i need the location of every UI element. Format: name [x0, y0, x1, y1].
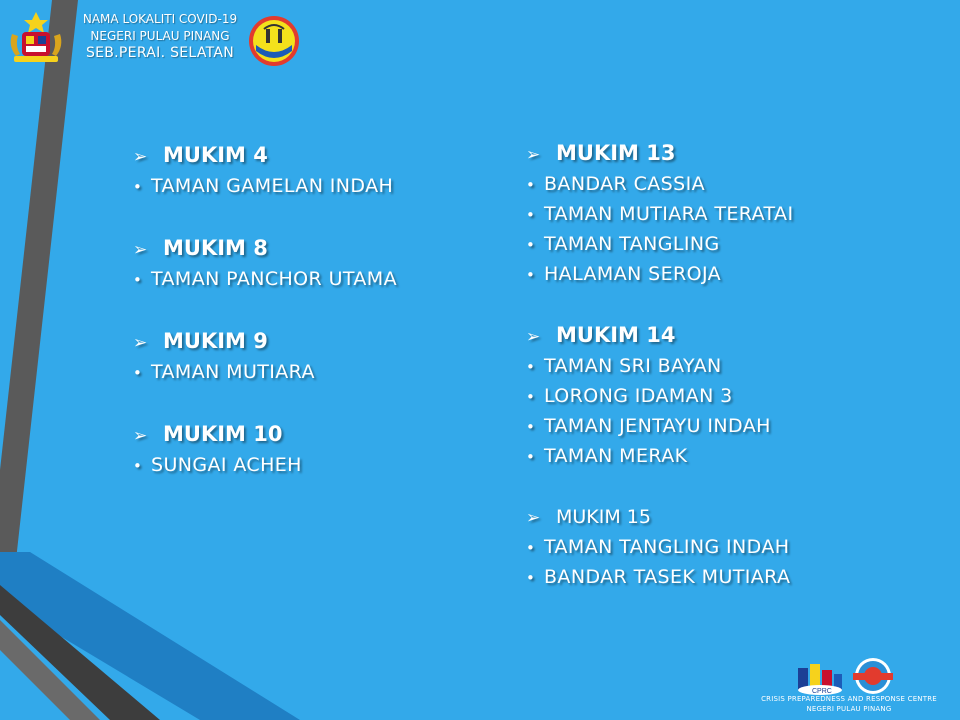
right-column: [526, 138, 793, 593]
footer-logos: [794, 656, 895, 696]
arrow-bullet-icon: ➢: [133, 240, 148, 260]
bullet-dot-icon: •: [526, 569, 536, 587]
locality-item: [526, 563, 793, 593]
bullet-dot-icon: •: [526, 266, 536, 284]
arrow-bullet-icon: ➢: [133, 426, 148, 446]
arrow-bullet-icon: ➢: [133, 333, 148, 353]
mukim-heading-text: MUKIM 9: [163, 329, 268, 353]
header-line-1: NAMA LOKALITI COVID-19: [82, 12, 238, 26]
locality-name: TAMAN JENTAYU INDAH: [544, 415, 771, 437]
locality-list: [133, 172, 397, 202]
locality-item: [133, 451, 397, 481]
bullet-dot-icon: •: [526, 418, 536, 436]
mukim-heading-text: MUKIM 10: [163, 422, 283, 446]
bullet-dot-icon: •: [526, 236, 536, 254]
locality-item: [526, 170, 793, 200]
header-line-2: NEGERI PULAU PINANG: [90, 29, 230, 43]
bullet-dot-icon: •: [133, 178, 143, 196]
locality-list: [526, 170, 793, 290]
locality-name: BANDAR TASEK MUTIARA: [544, 566, 791, 588]
mukim-group: [526, 320, 793, 472]
locality-list: [526, 533, 793, 593]
bullet-dot-icon: •: [526, 176, 536, 194]
locality-item: [133, 265, 397, 295]
mukim-heading: [133, 140, 397, 172]
mukim-heading-text: MUKIM 8: [163, 236, 268, 260]
locality-name: TAMAN MUTIARA: [151, 361, 315, 383]
mukim-group: [133, 419, 397, 481]
locality-name: TAMAN SRI BAYAN: [544, 355, 722, 377]
locality-name: SUNGAI ACHEH: [151, 454, 302, 476]
bullet-dot-icon: •: [526, 358, 536, 376]
svg-text:CPRC: CPRC: [812, 688, 832, 695]
locality-name: HALAMAN SEROJA: [544, 263, 722, 285]
header-title: [62, 11, 258, 62]
locality-item: [526, 442, 793, 472]
coat-of-arms-logo: [6, 10, 66, 68]
bullet-dot-icon: •: [133, 364, 143, 382]
locality-item: [133, 172, 397, 202]
locality-name: LORONG IDAMAN 3: [544, 385, 733, 407]
locality-list: [133, 358, 397, 388]
locality-item: [526, 352, 793, 382]
bullet-dot-icon: •: [133, 271, 143, 289]
bullet-dot-icon: •: [133, 457, 143, 475]
locality-name: TAMAN TANGLING INDAH: [544, 536, 790, 558]
locality-name: TAMAN PANCHOR UTAMA: [151, 268, 397, 290]
arrow-bullet-icon: ➢: [133, 147, 148, 167]
top-diagonal-stripe: [0, 0, 78, 560]
footer-line-1: CRISIS PREPAREDNESS AND RESPONSE CENTRE: [761, 695, 937, 703]
mukim-group: [133, 233, 397, 295]
left-column: [133, 140, 397, 481]
locality-item: [526, 412, 793, 442]
locality-name: TAMAN MUTIARA TERATAI: [544, 203, 794, 225]
mukim-heading-text: MUKIM 15: [556, 506, 651, 528]
covid-campaign-logo-icon: [851, 656, 895, 696]
bullet-dot-icon: •: [526, 448, 536, 466]
mukim-heading-text: MUKIM 14: [556, 323, 676, 347]
locality-item: [526, 260, 793, 290]
mukim-group: [526, 138, 793, 290]
header-line-3: SEB.PERAI. SELATAN: [85, 45, 235, 61]
mukim-heading-text: MUKIM 4: [163, 143, 268, 167]
state-seal-logo: [248, 15, 300, 71]
locality-name: TAMAN GAMELAN INDAH: [151, 175, 394, 197]
mukim-heading-text: MUKIM 13: [556, 141, 676, 165]
locality-item: [526, 200, 793, 230]
mukim-heading: [526, 320, 793, 352]
arrow-bullet-icon: ➢: [526, 327, 541, 347]
footer-caption: [744, 694, 954, 714]
mukim-heading: [526, 138, 793, 170]
bullet-dot-icon: •: [526, 388, 536, 406]
locality-name: BANDAR CASSIA: [544, 173, 705, 195]
locality-list: [133, 451, 397, 481]
bullet-dot-icon: •: [526, 206, 536, 224]
malaysia-coat-of-arms-icon: [6, 10, 66, 64]
locality-name: TAMAN TANGLING: [544, 233, 720, 255]
arrow-bullet-icon: ➢: [526, 145, 541, 165]
mukim-heading: [133, 233, 397, 265]
locality-item: [526, 533, 793, 563]
locality-name: TAMAN MERAK: [544, 445, 688, 467]
mukim-group: [133, 326, 397, 388]
locality-item: [526, 230, 793, 260]
mukim-heading: [526, 502, 793, 533]
mukim-group: [133, 140, 397, 202]
penang-state-seal-icon: [248, 15, 300, 67]
mukim-heading: [133, 326, 397, 358]
locality-list: [526, 352, 793, 472]
mukim-heading: [133, 419, 397, 451]
footer-line-2: NEGERI PULAU PINANG: [806, 705, 892, 713]
bullet-dot-icon: •: [526, 539, 536, 557]
mukim-group: [526, 502, 793, 593]
arrow-bullet-icon: ➢: [526, 508, 541, 528]
cprc-logo-icon: [794, 660, 846, 696]
locality-list: [133, 265, 397, 295]
locality-item: [526, 382, 793, 412]
locality-item: [133, 358, 397, 388]
